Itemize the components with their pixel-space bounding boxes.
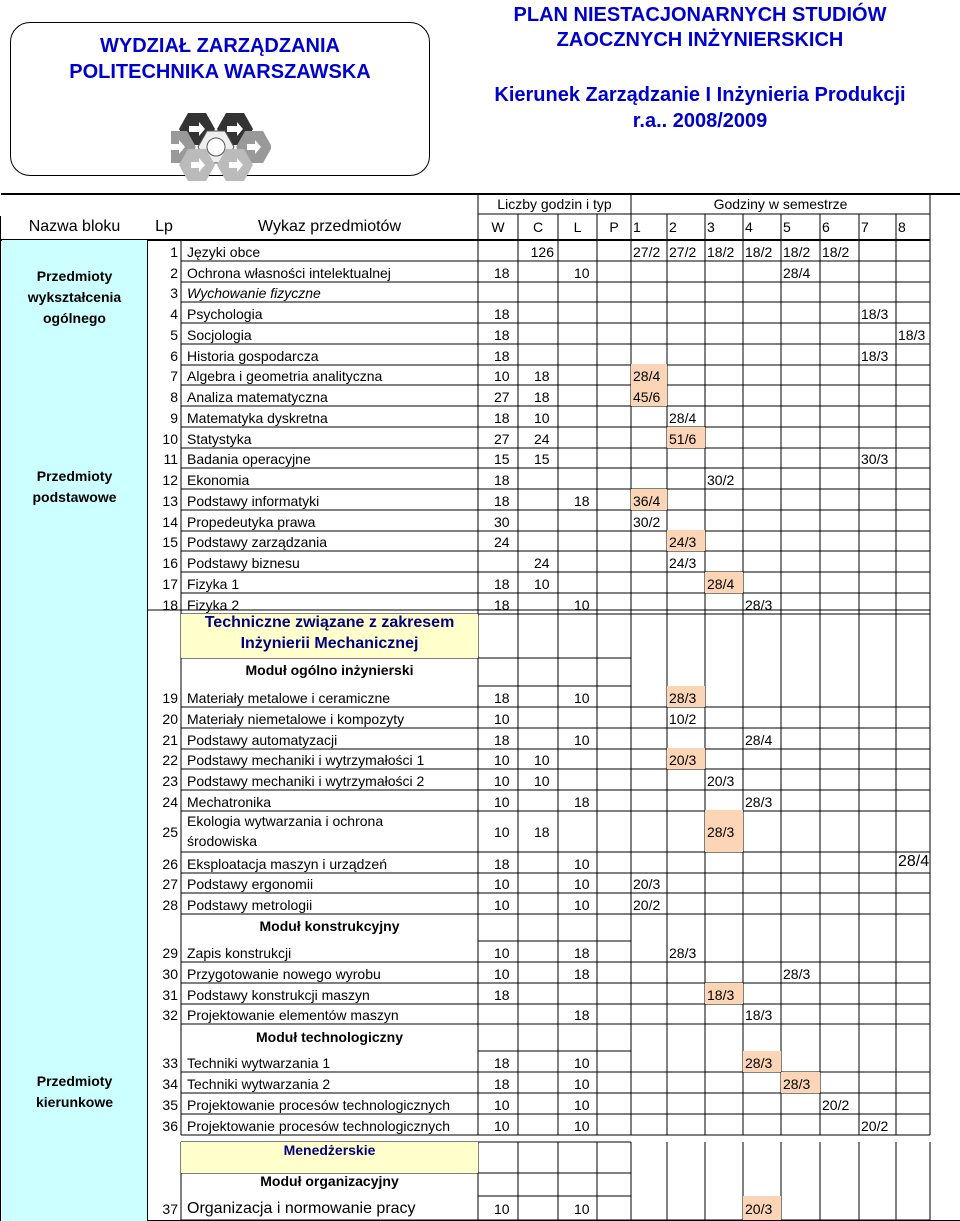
hours-L: 18 xyxy=(574,945,590,961)
semester-hours: 18/3 xyxy=(861,306,889,322)
row-number: 10 xyxy=(162,431,178,447)
semester-hours: 18/2 xyxy=(783,244,811,260)
semester-hours: 28/4 xyxy=(707,576,735,592)
hours-group-header: Liczby godzin i typ xyxy=(497,196,612,212)
subject-name: Psychologia xyxy=(187,306,263,322)
subject-name: Ekonomia xyxy=(187,472,250,488)
hours-C: 10 xyxy=(534,773,550,789)
semester-hours: 18/2 xyxy=(822,244,850,260)
row-number: 22 xyxy=(162,752,178,768)
hour-type-header: P xyxy=(609,219,619,235)
hours-L: 10 xyxy=(574,597,590,613)
hours-W: 10 xyxy=(494,966,510,982)
hours-W: 18 xyxy=(494,732,510,748)
faculty-name: WYDZIAŁ ZARZĄDZANIA xyxy=(100,35,340,57)
hours-W: 18 xyxy=(494,265,510,281)
semester-hours: 20/2 xyxy=(861,1118,889,1134)
semester-hours: 18/3 xyxy=(898,327,926,343)
subject-name: Podstawy mechaniki i wytrzymałości 2 xyxy=(187,773,425,789)
subject-name: Wychowanie fizyczne xyxy=(187,285,321,301)
subject-name: Podstawy zarządzania xyxy=(187,534,328,550)
row-number: 15 xyxy=(162,534,178,550)
semester-hours: 18/3 xyxy=(745,1007,773,1023)
direction-title: Kierunek Zarządzanie I Inżynieria Produkcji xyxy=(494,84,906,106)
semester-hours: 45/6 xyxy=(633,389,661,405)
subject-name: środowiska xyxy=(187,833,258,849)
hours-W: 18 xyxy=(494,690,510,706)
hours-W: 10 xyxy=(494,773,510,789)
semester-header: 5 xyxy=(783,219,791,235)
hours-W: 18 xyxy=(494,576,510,592)
university-name: POLITECHNIKA WARSZAWSKA xyxy=(69,61,371,83)
semester-hours: 28/3 xyxy=(669,690,697,706)
section-technical-line2: Inżynierii Mechanicznej xyxy=(240,635,419,652)
row-number: 17 xyxy=(162,576,178,592)
semester-hours: 28/3 xyxy=(783,966,811,982)
hours-W: 24 xyxy=(494,534,510,550)
semester-hours: 24/3 xyxy=(669,555,697,571)
hours-W: 18 xyxy=(494,306,510,322)
subject-name: Socjologia xyxy=(187,327,252,343)
subject-name: Projektowanie procesów technologicznych xyxy=(187,1118,451,1134)
semester-header: 4 xyxy=(745,219,753,235)
hours-W: 10 xyxy=(494,1201,510,1217)
semester-hours: 20/3 xyxy=(745,1201,773,1217)
subject-name: Projektowanie procesów technologicznych xyxy=(187,1097,451,1113)
module-technology-label: Moduł technologiczny xyxy=(256,1029,403,1045)
subject-name: Przygotowanie nowego wyrobu xyxy=(187,966,381,982)
row-number: 27 xyxy=(162,876,178,892)
semester-hours: 20/3 xyxy=(633,876,661,892)
semester-hours: 24/3 xyxy=(669,534,697,550)
hours-L: 10 xyxy=(574,876,590,892)
subject-name: Podstawy konstrukcji maszyn xyxy=(187,987,370,1003)
hours-W: 18 xyxy=(494,597,510,613)
subject-name: Ekologia wytwarzania i ochrona xyxy=(187,813,384,829)
row-number: 18 xyxy=(162,597,178,613)
module-general-label: Moduł ogólno inżynierski xyxy=(245,662,414,678)
hours-W: 18 xyxy=(494,327,510,343)
hours-C: 10 xyxy=(534,576,550,592)
academic-year: r.a.. 2008/2009 xyxy=(632,110,768,132)
hours-C: 24 xyxy=(534,431,550,447)
semester-header: 8 xyxy=(898,219,906,235)
semester-hours: 20/2 xyxy=(822,1097,850,1113)
hours-W: 18 xyxy=(494,493,510,509)
semester-hours: 30/2 xyxy=(707,472,735,488)
hours-W: 15 xyxy=(494,451,510,467)
block-general-label: Przedmioty xyxy=(36,268,113,284)
hours-C: 126 xyxy=(530,244,554,260)
row-number: 37 xyxy=(162,1201,178,1217)
hours-L: 10 xyxy=(574,265,590,281)
semester-group-header: Godziny w semestrze xyxy=(713,196,848,212)
row-number: 16 xyxy=(162,555,178,571)
semester-hours: 28/3 xyxy=(745,597,773,613)
row-number: 9 xyxy=(170,410,178,426)
semester-hours: 18/2 xyxy=(745,244,773,260)
subject-name: Eksploatacja maszyn i urządzeń xyxy=(187,856,387,872)
row-number: 30 xyxy=(162,966,178,982)
subject-name: Historia gospodarcza xyxy=(187,348,319,364)
hours-W: 18 xyxy=(494,1076,510,1092)
hours-W: 30 xyxy=(494,514,510,530)
semester-header: 3 xyxy=(707,219,715,235)
module-organization-label: Moduł organizacyjny xyxy=(260,1173,399,1189)
subject-name: Podstawy metrologii xyxy=(187,897,313,913)
semester-hours: 18/3 xyxy=(707,987,735,1003)
hours-L: 18 xyxy=(574,966,590,982)
row-number: 20 xyxy=(162,711,178,727)
semester-hours: 20/3 xyxy=(707,773,735,789)
subject-name: Badania operacyjne xyxy=(187,451,311,467)
row-number: 34 xyxy=(162,1076,178,1092)
subject-name: Materiały niemetalowe i kompozyty xyxy=(187,711,405,727)
semester-hours: 30/2 xyxy=(633,514,661,530)
row-number: 14 xyxy=(162,514,178,530)
row-number: 2 xyxy=(170,265,178,281)
hour-type-header: W xyxy=(491,219,505,235)
row-number: 4 xyxy=(170,306,178,322)
hours-L: 18 xyxy=(574,493,590,509)
subject-name: Zapis konstrukcji xyxy=(187,945,292,961)
semester-hours: 28/4 xyxy=(633,368,661,384)
hours-C: 10 xyxy=(534,410,550,426)
semester-hours: 28/4 xyxy=(783,265,811,281)
subject-name: Podstawy ergonomii xyxy=(187,876,314,892)
hours-W: 18 xyxy=(494,856,510,872)
row-number: 8 xyxy=(170,389,178,405)
block-major-label: kierunkowe xyxy=(35,1094,114,1110)
hours-W: 10 xyxy=(494,1097,510,1113)
hours-W: 18 xyxy=(494,472,510,488)
semester-hours: 51/6 xyxy=(669,431,697,447)
hours-L: 10 xyxy=(574,1201,590,1217)
semester-header: 7 xyxy=(861,219,869,235)
row-number: 7 xyxy=(170,368,178,384)
semester-hours: 20/3 xyxy=(669,752,697,768)
row-number: 19 xyxy=(162,690,178,706)
block-major-bg xyxy=(2,610,147,1221)
hour-type-header: L xyxy=(573,219,582,235)
semester-hours: 28/3 xyxy=(783,1076,811,1092)
row-number: 1 xyxy=(170,244,178,260)
row-number: 33 xyxy=(162,1055,178,1071)
hours-C: 18 xyxy=(534,368,550,384)
subjects-header: Wykaz przedmiotów xyxy=(257,218,401,235)
hours-C: 18 xyxy=(534,824,550,840)
row-number: 5 xyxy=(170,327,178,343)
row-number: 11 xyxy=(163,451,178,467)
hours-L: 10 xyxy=(574,1055,590,1071)
semester-hours: 10/2 xyxy=(669,711,697,727)
row-number: 12 xyxy=(162,472,178,488)
subject-name: Mechatronika xyxy=(187,794,272,810)
subject-name: Organizacja i normowanie pracy xyxy=(187,1201,416,1217)
plan-title-line2: ZAOCZNYCH INŻYNIERSKICH xyxy=(556,29,844,51)
lp-header: Lp xyxy=(155,218,173,235)
hours-W: 10 xyxy=(494,794,510,810)
semester-header: 1 xyxy=(633,219,641,235)
section-technical-line1: Techniczne związane z zakresem xyxy=(204,614,455,631)
hours-W: 10 xyxy=(494,368,510,384)
hours-W: 10 xyxy=(494,1118,510,1134)
hours-C: 18 xyxy=(534,389,550,405)
row-number: 13 xyxy=(162,493,178,509)
semester-hours: 27/2 xyxy=(669,244,697,260)
subject-name: Techniki wytwarzania 2 xyxy=(187,1076,331,1092)
subject-name: Analiza matematyczna xyxy=(187,389,328,405)
hours-L: 10 xyxy=(574,1076,590,1092)
subject-name: Techniki wytwarzania 1 xyxy=(187,1055,331,1071)
hours-W: 18 xyxy=(494,1055,510,1071)
row-number: 26 xyxy=(162,856,178,872)
hours-L: 18 xyxy=(574,1007,590,1023)
hours-W: 18 xyxy=(494,987,510,1003)
subject-name: Podstawy informatyki xyxy=(187,493,320,509)
subject-name: Fizyka 1 xyxy=(187,576,240,592)
subject-name: Materiały metalowe i ceramiczne xyxy=(187,690,391,706)
row-number: 35 xyxy=(162,1097,178,1113)
hours-W: 10 xyxy=(494,711,510,727)
subject-name: Podstawy automatyzacji xyxy=(187,732,338,748)
row-number: 6 xyxy=(170,348,178,364)
hours-L: 10 xyxy=(574,897,590,913)
block-general-label: wykształcenia xyxy=(27,289,122,305)
semester-hours: 28/4 xyxy=(669,410,697,426)
plan-title-line1: PLAN NIESTACJONARNYCH STUDIÓW xyxy=(513,4,887,26)
subject-name: Projektowanie elementów maszyn xyxy=(187,1007,399,1023)
section-managerial-label: Menedżerskie xyxy=(283,1142,376,1158)
subject-name: Języki obce xyxy=(187,244,261,260)
semester-hours: 20/2 xyxy=(633,897,661,913)
hours-C: 10 xyxy=(534,752,550,768)
module-construction-label: Moduł konstrukcyjny xyxy=(259,918,400,934)
semester-hours: 18/2 xyxy=(707,244,735,260)
hours-L: 10 xyxy=(574,856,590,872)
row-number: 21 xyxy=(162,732,178,748)
block-general-label: ogólnego xyxy=(43,310,106,326)
hours-W: 18 xyxy=(494,410,510,426)
semester-header: 6 xyxy=(822,219,830,235)
hours-W: 10 xyxy=(494,876,510,892)
hours-C: 24 xyxy=(534,555,550,571)
semester-hours: 36/4 xyxy=(633,493,661,509)
semester-hours: 18/3 xyxy=(861,348,889,364)
semester-hours: 28/3 xyxy=(707,824,735,840)
row-number: 32 xyxy=(162,1007,178,1023)
subject-name: Propedeutyka prawa xyxy=(187,514,316,530)
subject-name: Fizyka 2 xyxy=(187,597,240,613)
semester-hours: 28/3 xyxy=(745,1055,773,1071)
hours-W: 10 xyxy=(494,824,510,840)
block-major-label: Przedmioty xyxy=(36,1073,113,1089)
block-basic-label: Przedmioty xyxy=(36,468,113,484)
subject-name: Ochrona własności intelektualnej xyxy=(187,265,391,281)
row-number: 24 xyxy=(162,794,178,810)
hours-L: 10 xyxy=(574,1097,590,1113)
semester-header: 2 xyxy=(669,219,677,235)
subject-name: Matematyka dyskretna xyxy=(187,410,328,426)
hours-C: 15 xyxy=(534,451,550,467)
hours-L: 18 xyxy=(574,794,590,810)
semester-hours: 28/4 xyxy=(898,853,930,870)
hours-W: 27 xyxy=(494,389,510,405)
block-header: Nazwa bloku xyxy=(28,218,121,235)
hours-W: 27 xyxy=(494,431,510,447)
row-number: 31 xyxy=(162,987,178,1003)
block-basic-label: podstawowe xyxy=(32,489,117,505)
semester-hours: 28/3 xyxy=(745,794,773,810)
subject-name: Podstawy mechaniki i wytrzymałości 1 xyxy=(187,752,425,768)
hours-L: 10 xyxy=(574,1118,590,1134)
subject-name: Algebra i geometria analityczna xyxy=(187,368,383,384)
hours-W: 10 xyxy=(494,752,510,768)
semester-hours: 28/4 xyxy=(745,732,773,748)
hours-W: 10 xyxy=(494,897,510,913)
row-number: 36 xyxy=(162,1118,178,1134)
row-number: 3 xyxy=(170,285,178,301)
hour-type-header: C xyxy=(532,219,544,235)
hours-L: 10 xyxy=(574,690,590,706)
semester-hours: 27/2 xyxy=(633,244,661,260)
semester-hours: 30/3 xyxy=(861,451,889,467)
row-number: 28 xyxy=(162,897,178,913)
row-number: 23 xyxy=(162,773,178,789)
hours-W: 18 xyxy=(494,348,510,364)
semester-hours: 28/3 xyxy=(669,945,697,961)
hours-L: 10 xyxy=(574,732,590,748)
hours-W: 10 xyxy=(494,945,510,961)
subject-name: Statystyka xyxy=(187,431,252,447)
subject-name: Podstawy biznesu xyxy=(187,555,300,571)
row-number: 25 xyxy=(162,824,178,840)
row-number: 29 xyxy=(162,945,178,961)
